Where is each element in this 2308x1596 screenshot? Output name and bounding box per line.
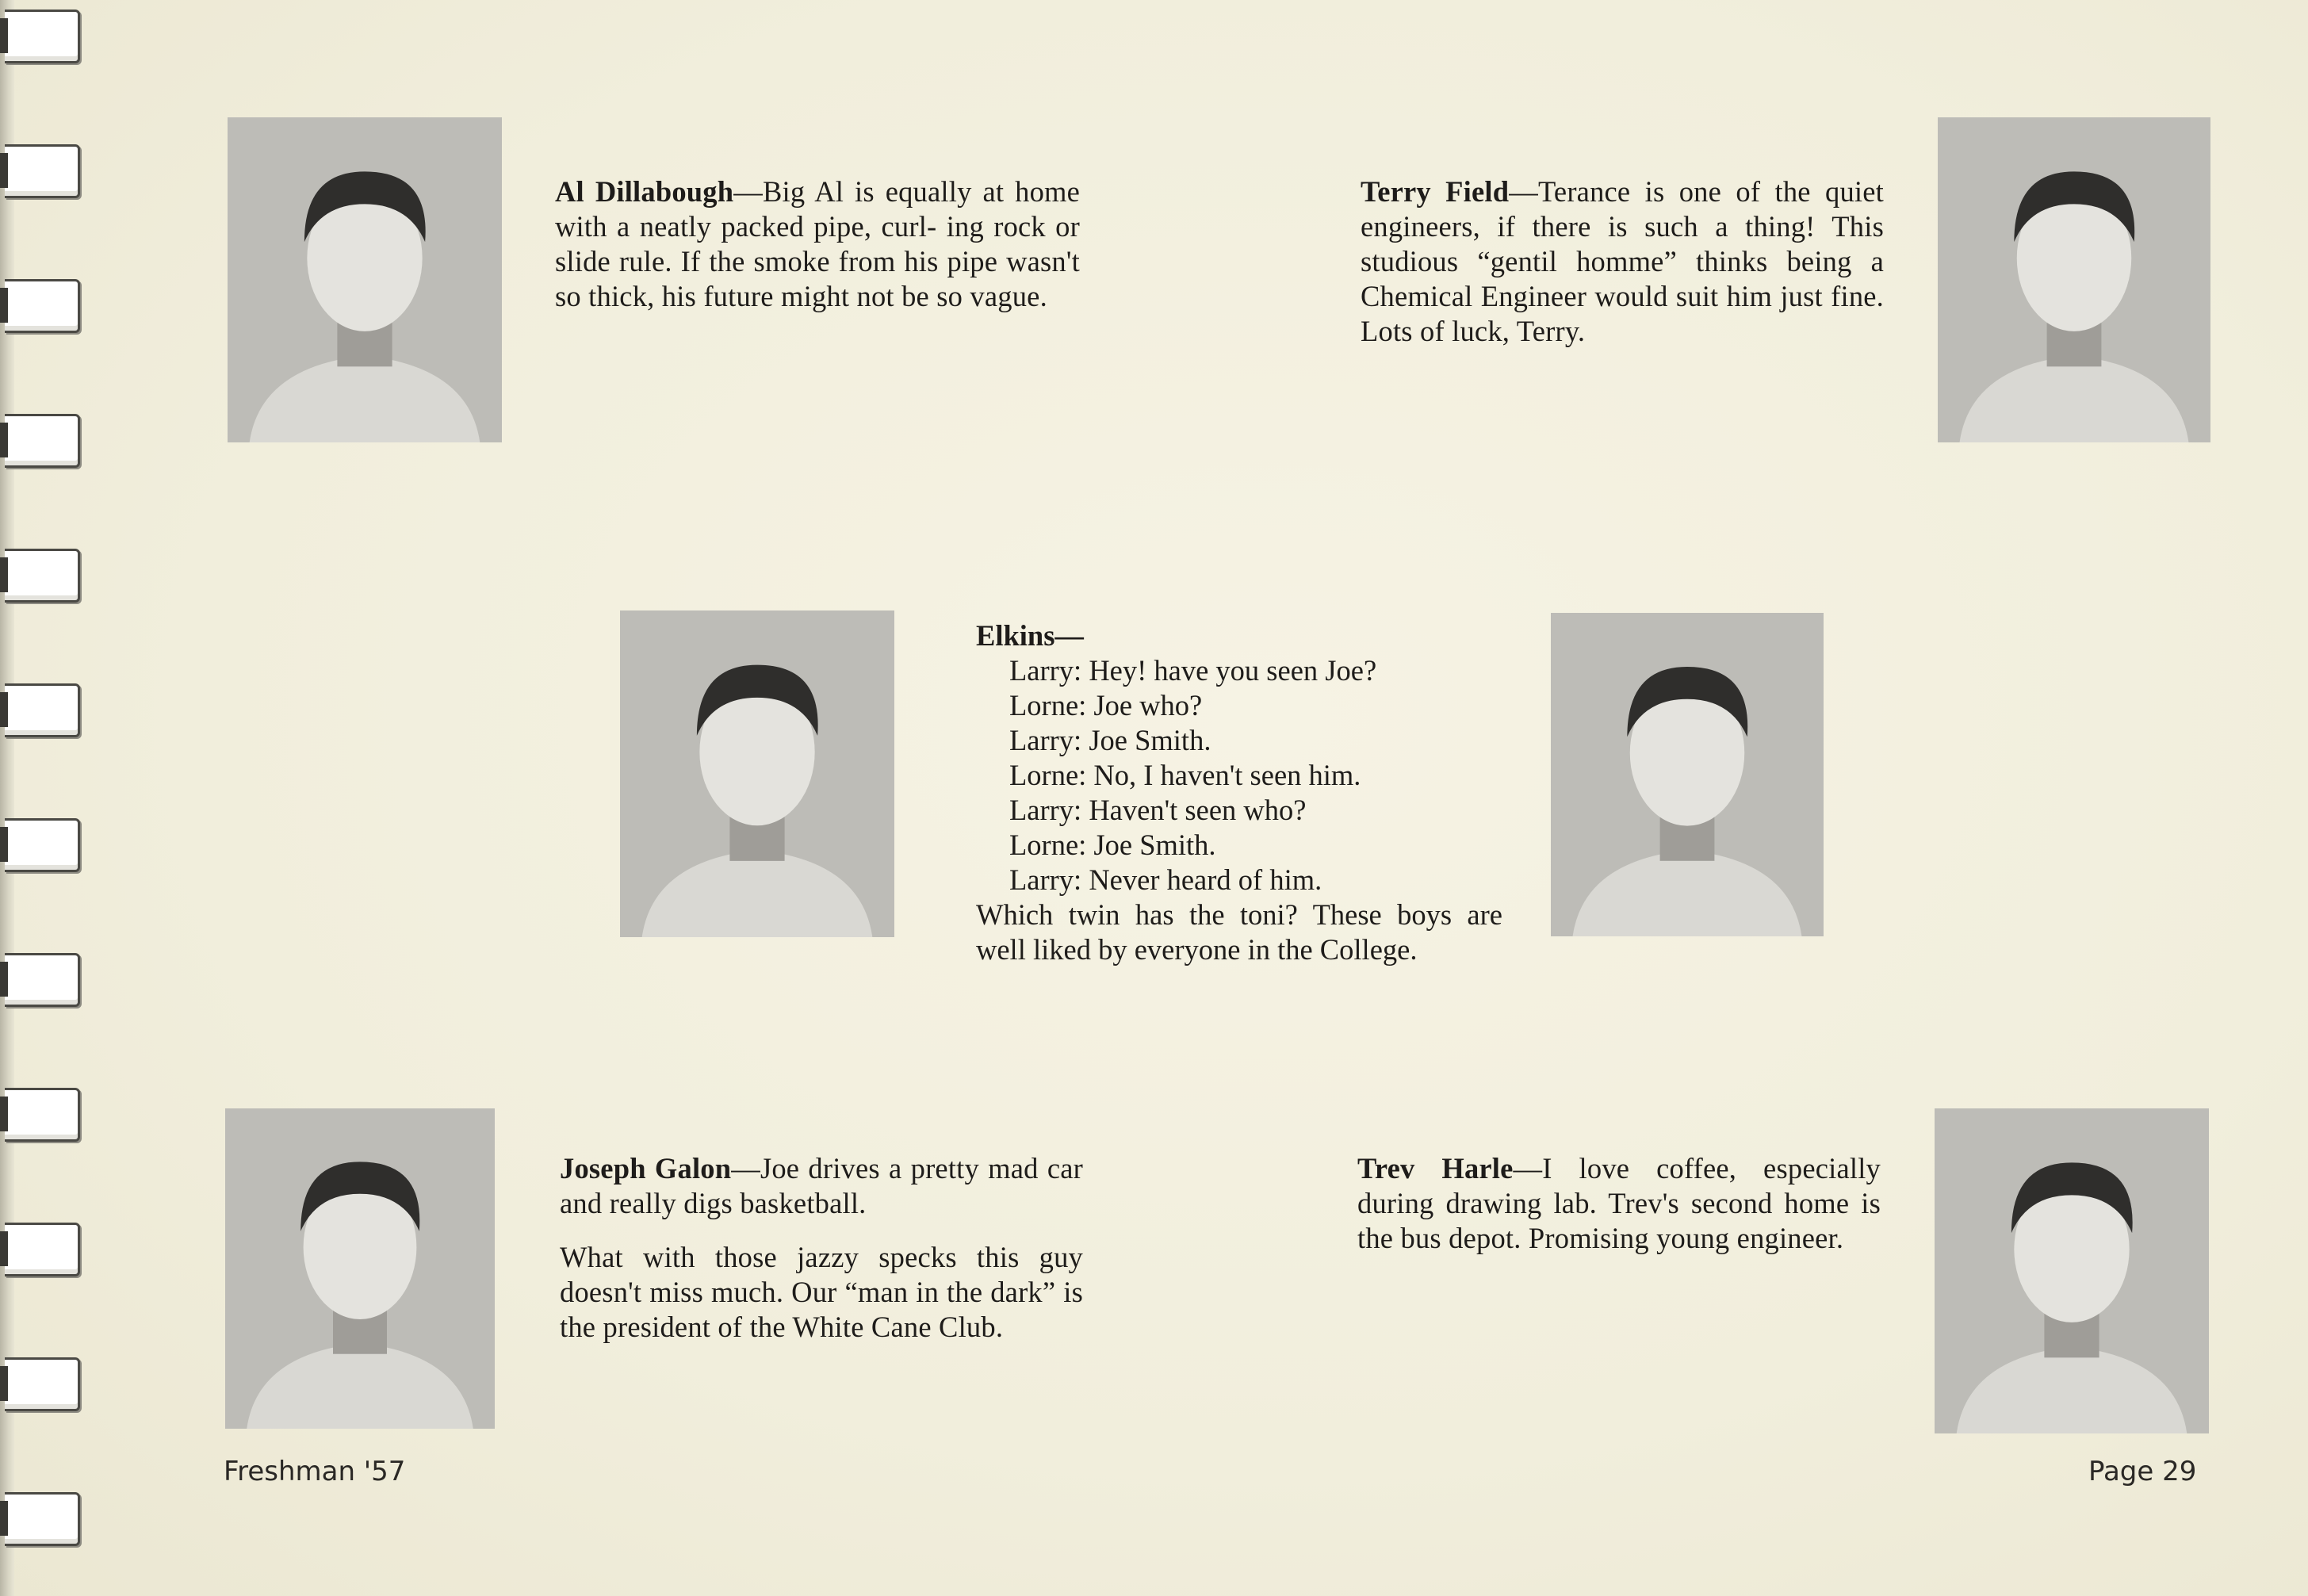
dialog-line: Lorne: Joe Smith. [1009,829,1216,861]
entry-text: —I love coffee, especially during drawing lab. Trev's second home is the bus depot. Promising young engineer. [1357,1152,1881,1254]
dialog-line: Larry: Haven't seen who? [1009,794,1307,826]
dialog-line: Larry: Never heard of him. [1009,863,1322,896]
entry-text-continued: What with those jazzy specks this guy doesn't miss much. Our “man in the dark” is the president of the White Cane Club. [560,1241,1083,1343]
blurb-al-dillabough [555,174,1080,314]
dialog-heading: Elkins— [976,619,1084,652]
blurb-joseph-galon [560,1151,1083,1345]
binding-ring [5,1357,80,1411]
elkins-dialog [976,618,1502,967]
portrait-lorne-elkins [1551,613,1824,936]
portrait-terry-field [1938,117,2210,442]
entry-text: —Big Al is equally at home with a neatly packed pipe, curl- ing rock or slide rule. If the smoke from his pipe wasn't so thick, his future might not be so vague. [555,175,1081,312]
portrait-silhouette [1551,613,1824,936]
dialog-line: Lorne: Joe who? [1009,689,1203,721]
dialog-closing: Which twin has the toni? These boys are well liked by everyone in the College. [976,898,1502,966]
portrait-trev-harle [1935,1108,2209,1433]
binding-ring [5,279,80,333]
portrait-silhouette [620,610,894,937]
binding-ring [5,549,80,603]
binding-ring [5,818,80,872]
portrait-silhouette [228,117,502,442]
binding-ring [5,10,80,63]
blurb-terry-field [1361,174,1884,349]
binding-ring [5,1088,80,1142]
dialog-line: Larry: Hey! have you seen Joe? [1009,654,1377,687]
footer-page-number: Page 29 [2088,1456,2197,1487]
blurb-trev-harle [1357,1151,1881,1256]
entry-name: Al Dillabough [555,175,734,208]
binding-ring [5,1223,80,1276]
dialog-line: Lorne: No, I haven't seen him. [1009,759,1361,791]
binding-ring [5,1492,80,1546]
binding-ring [5,683,80,737]
entry-name: Trev Harle [1357,1152,1514,1185]
entry-name: Terry Field [1361,175,1510,208]
entry-text: —Joe drives a pretty mad car and really digs basketball. [560,1152,1083,1219]
entry-text: —Terance is one of the quiet engineers, if there is such a thing! This studious “gentil homme” thinks being a Chemical Engineer would suit him just fine. Lots of luck, Terry. [1361,175,1885,347]
portrait-joseph-galon [225,1108,495,1429]
portrait-silhouette [225,1108,495,1429]
binding-ring [5,144,80,198]
entry-name: Joseph Galon [560,1152,732,1185]
portrait-larry-elkins [620,610,894,937]
dialog-line: Larry: Joe Smith. [1009,724,1211,756]
footer-section-title: Freshman '57 [224,1456,406,1487]
portrait-al-dillabough [228,117,502,442]
portrait-silhouette [1938,117,2210,442]
binding-ring [5,953,80,1007]
binding-ring [5,414,80,468]
portrait-silhouette [1935,1108,2209,1433]
